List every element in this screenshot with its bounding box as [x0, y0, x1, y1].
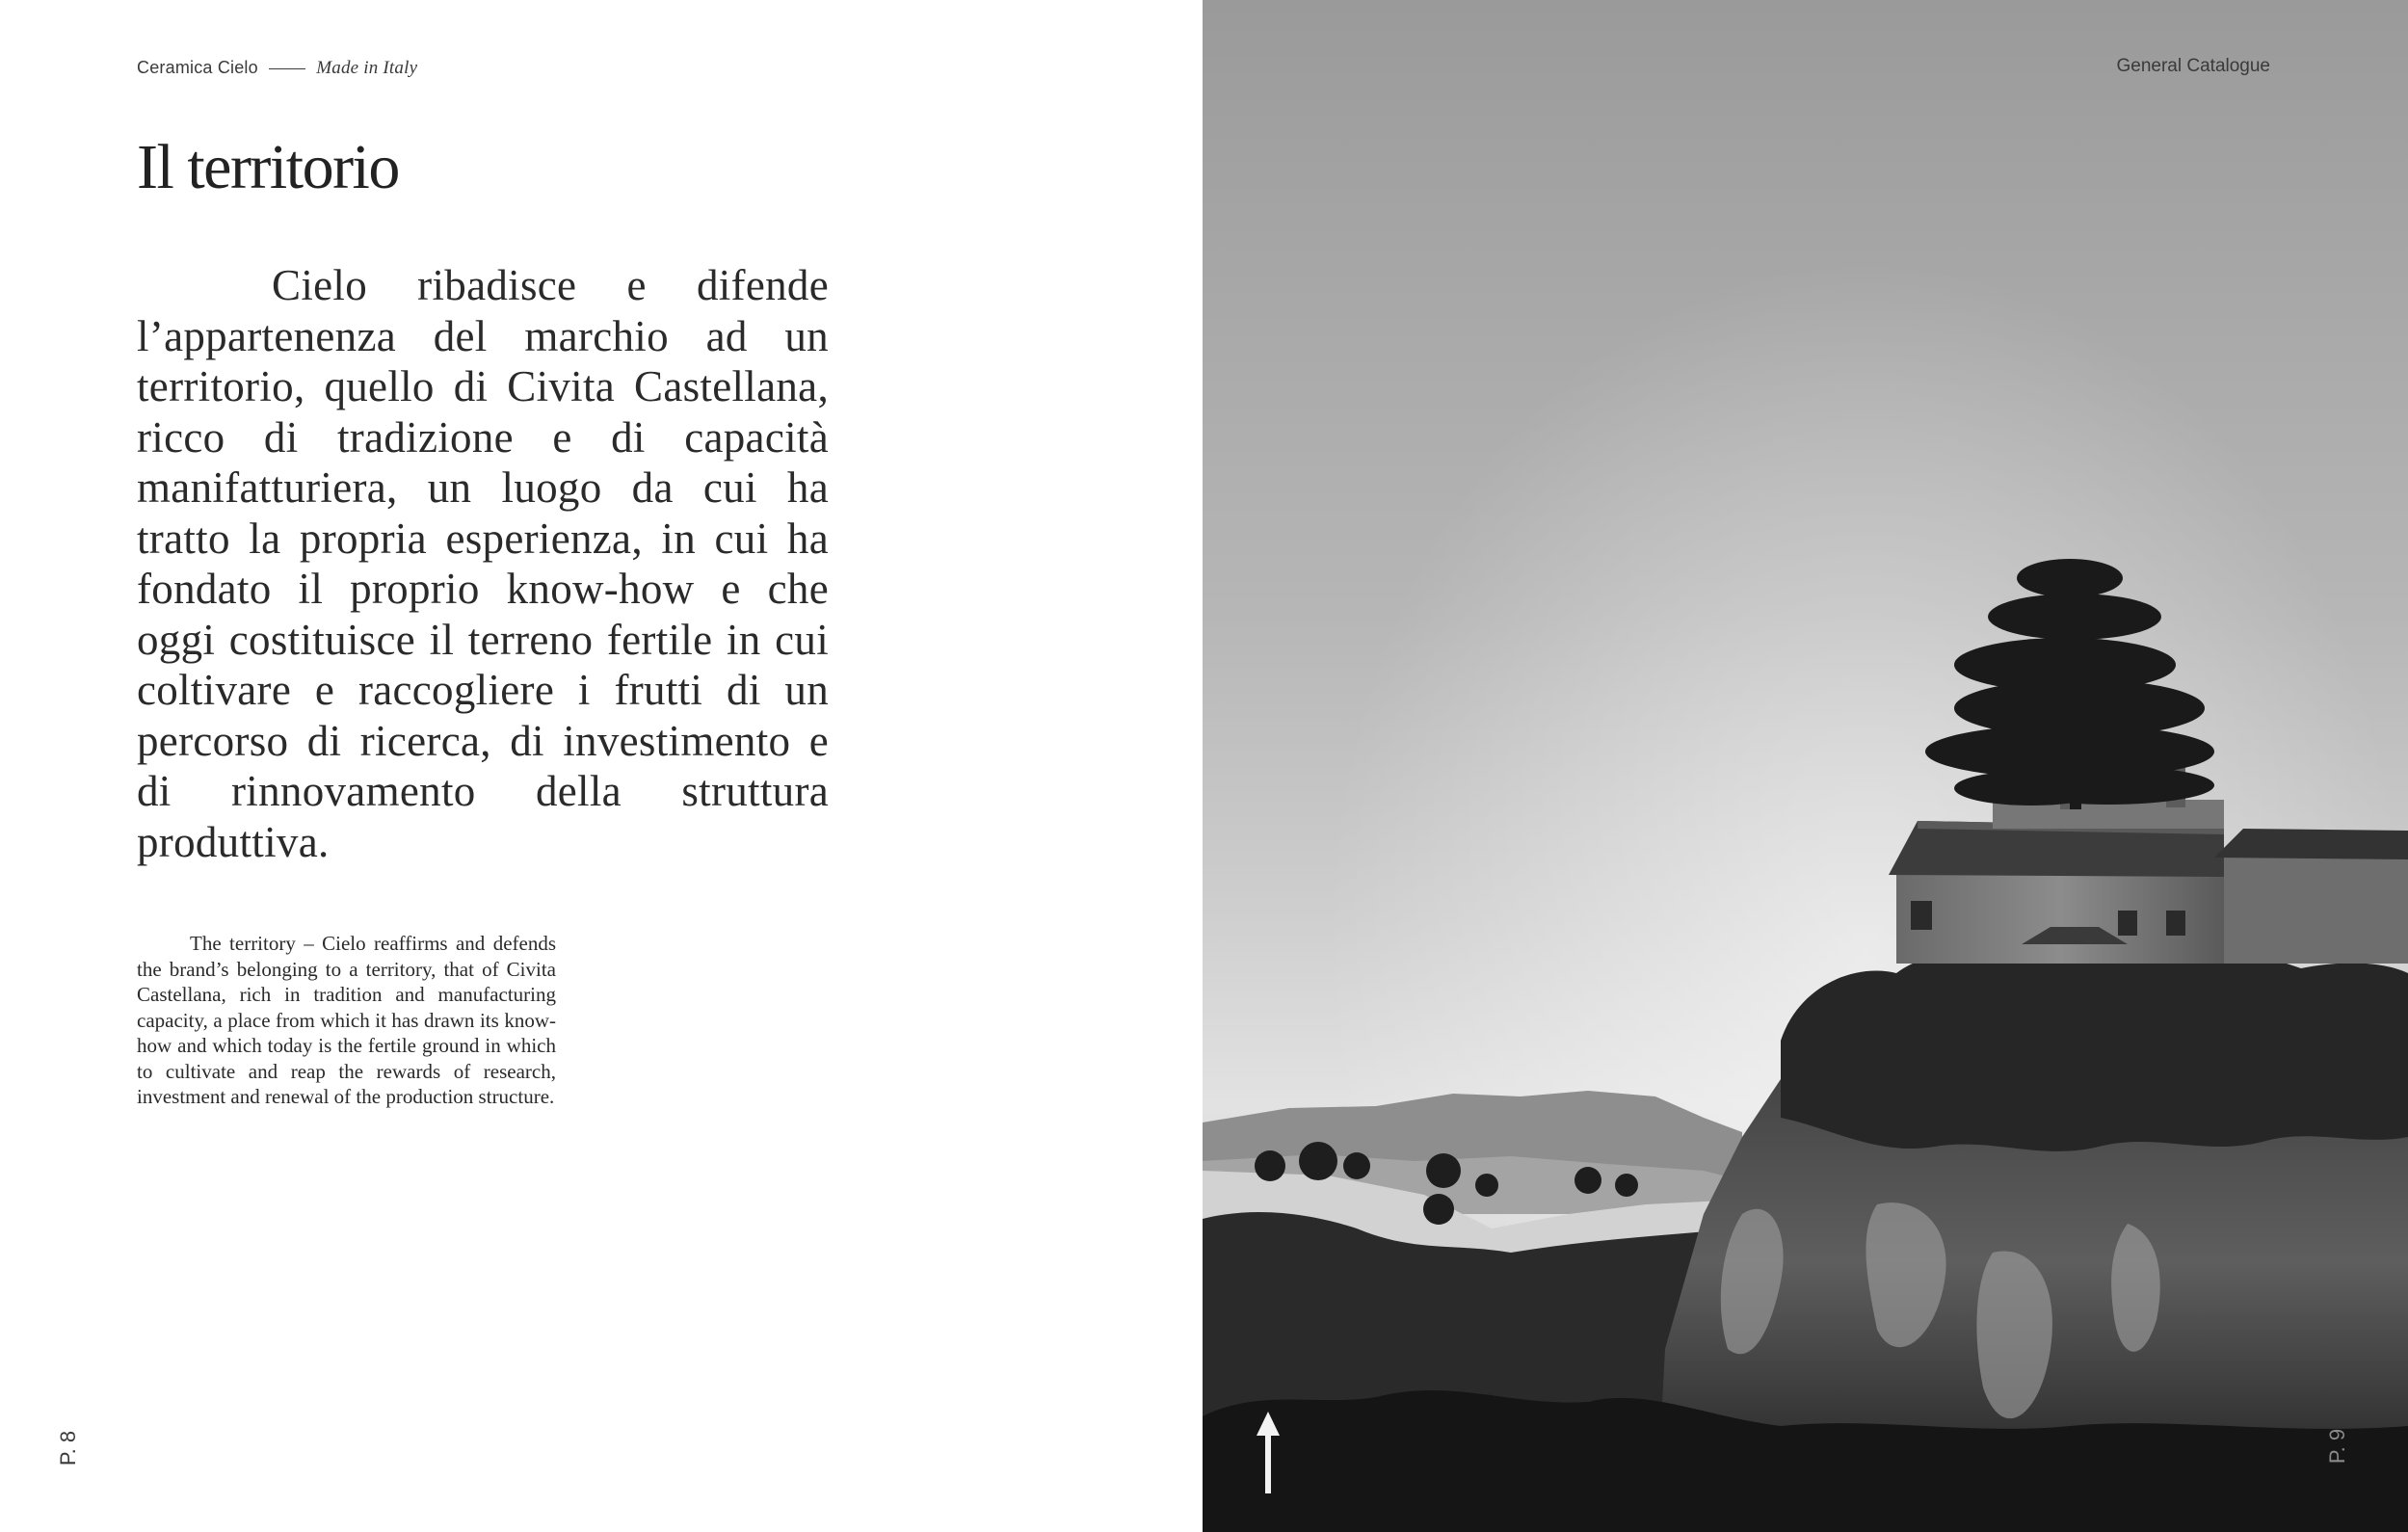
- running-header: [137, 58, 417, 79]
- catalogue-label: General Catalogue: [2116, 56, 2270, 76]
- italian-body-text: Cielo ribadisce e difende l’appartenenza del marchio ad un territorio, quello di Civita Castellana, ricco di tradizione e di capacità manifatturiera, un luogo da cui ha tratto la propria esperienza, in cui ha fondato il proprio know-how e che oggi costituisce il terreno fertile in cui coltivare e raccogliere i frutti di un percorso di ricerca, di investimento e di rinnovamento della struttura produttiva.: [137, 261, 829, 866]
- landscape-photo: [1203, 0, 2408, 1532]
- page-title: Il territorio: [137, 132, 399, 202]
- page-number-right: [2323, 1422, 2352, 1470]
- english-body-text: The territory – Cielo reaffirms and defends the brand’s belonging to a territory, that of Civita Castellana, rich in tradition and manufacturing capacity, a place from which it has drawn its know-how and which today is the fertile ground in which to cultivate and reap the rewards of research, investment and renewal of the production structure.: [137, 932, 556, 1108]
- cliff-vegetation: [1781, 947, 2408, 1151]
- right-page: [1203, 0, 2408, 1532]
- header-rule: [269, 68, 305, 69]
- brand-name: Ceramica Cielo: [137, 58, 258, 77]
- left-page: [0, 0, 1203, 1532]
- made-in-italy-tagline: Made in Italy: [316, 58, 418, 78]
- page-number-right-label: P. 9: [2325, 1428, 2349, 1465]
- page-number-left: [54, 1424, 83, 1472]
- page-number-left-label: P. 8: [56, 1430, 80, 1466]
